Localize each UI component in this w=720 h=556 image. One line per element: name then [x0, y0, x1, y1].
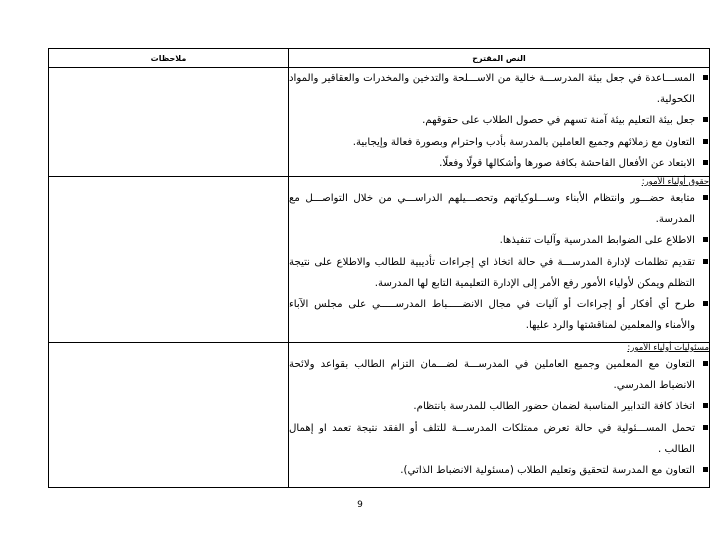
section-heading: مسئوليات أولياء الأمور: [627, 343, 709, 353]
table-row [49, 343, 710, 488]
section-text-cell [289, 343, 710, 488]
section-text-cell [289, 68, 710, 177]
header-proposed-text: النص المقترح [289, 49, 710, 68]
list-item: طرح أي أفكار أو إجراءات أو آليات في مجال الانضـــــباط المدرســـــي على مجلس الآباء والأمناء والمعلمين لمناقشتها والرد عليها. [289, 294, 709, 336]
list-item: تحمل المســـئولية في حالة تعرض ممتلكات المدرســـة للتلف أو الفقد نتيجة تعمد او إهمال الطالب . [289, 418, 709, 460]
list-item: اتخاذ كافة التدابير المناسبة لضمان حضور الطالب للمدرسة بانتظام. [289, 396, 709, 417]
list-item: تقديم تظلمات لإدارة المدرســـة في حالة اتخاذ اي إجراءات تأديبية للطالب والاطلاع على نتيجة التظلم ويمكن لأولياء الأمور رفع الأمر إلى الإدارة التعليمية التابع لها المدرسة. [289, 252, 709, 294]
header-notes: ملاحظات [49, 49, 289, 68]
document-table [48, 48, 710, 488]
list-item: الاطلاع على الضوابط المدرسية وآليات تنفيذها. [289, 230, 709, 251]
list-item: التعاون مع المدرسة لتحقيق وتعليم الطلاب (مسئولية الانضباط الذاتي). [289, 460, 709, 481]
bullet-list [289, 68, 709, 174]
list-item: الابتعاد عن الأفعال الفاحشة بكافة صورها وأشكالها قولًا وفعلًا. [289, 153, 709, 174]
list-item: التعاون مع زملائهم وجميع العاملين بالمدرسة بأدب واحترام وبصورة فعالة وإيجابية. [289, 132, 709, 153]
bullet-list [289, 188, 709, 336]
notes-cell [49, 68, 289, 177]
page-number: 9 [357, 500, 363, 510]
list-item: متابعة حضـــور وانتظام الأبناء وســـلوكياتهم وتحصـــيلهم الدراســـي من خلال التواصـــل مع المدرسة. [289, 188, 709, 230]
section-heading: حقوق أولياء الأمور: [641, 177, 709, 187]
bullet-list [289, 354, 709, 481]
section-text-cell [289, 177, 710, 343]
notes-cell [49, 343, 289, 488]
table-row [49, 177, 710, 343]
table-row [49, 68, 710, 177]
table-header-row [49, 49, 710, 68]
list-item: جعل بيئة التعليم بيئة آمنة تسهم في حصول الطلاب على حقوقهم. [289, 110, 709, 131]
list-item: التعاون مع المعلمين وجميع العاملين في المدرســـة لضـــمان التزام الطالب بقواعد ولائحة الانضباط المدرسي. [289, 354, 709, 396]
notes-cell [49, 177, 289, 343]
list-item: المســـاعدة في جعل بيئة المدرســـة خالية من الاســـلحة والتدخين والمخدرات والعقاقير والمواد الكحولية. [289, 68, 709, 110]
